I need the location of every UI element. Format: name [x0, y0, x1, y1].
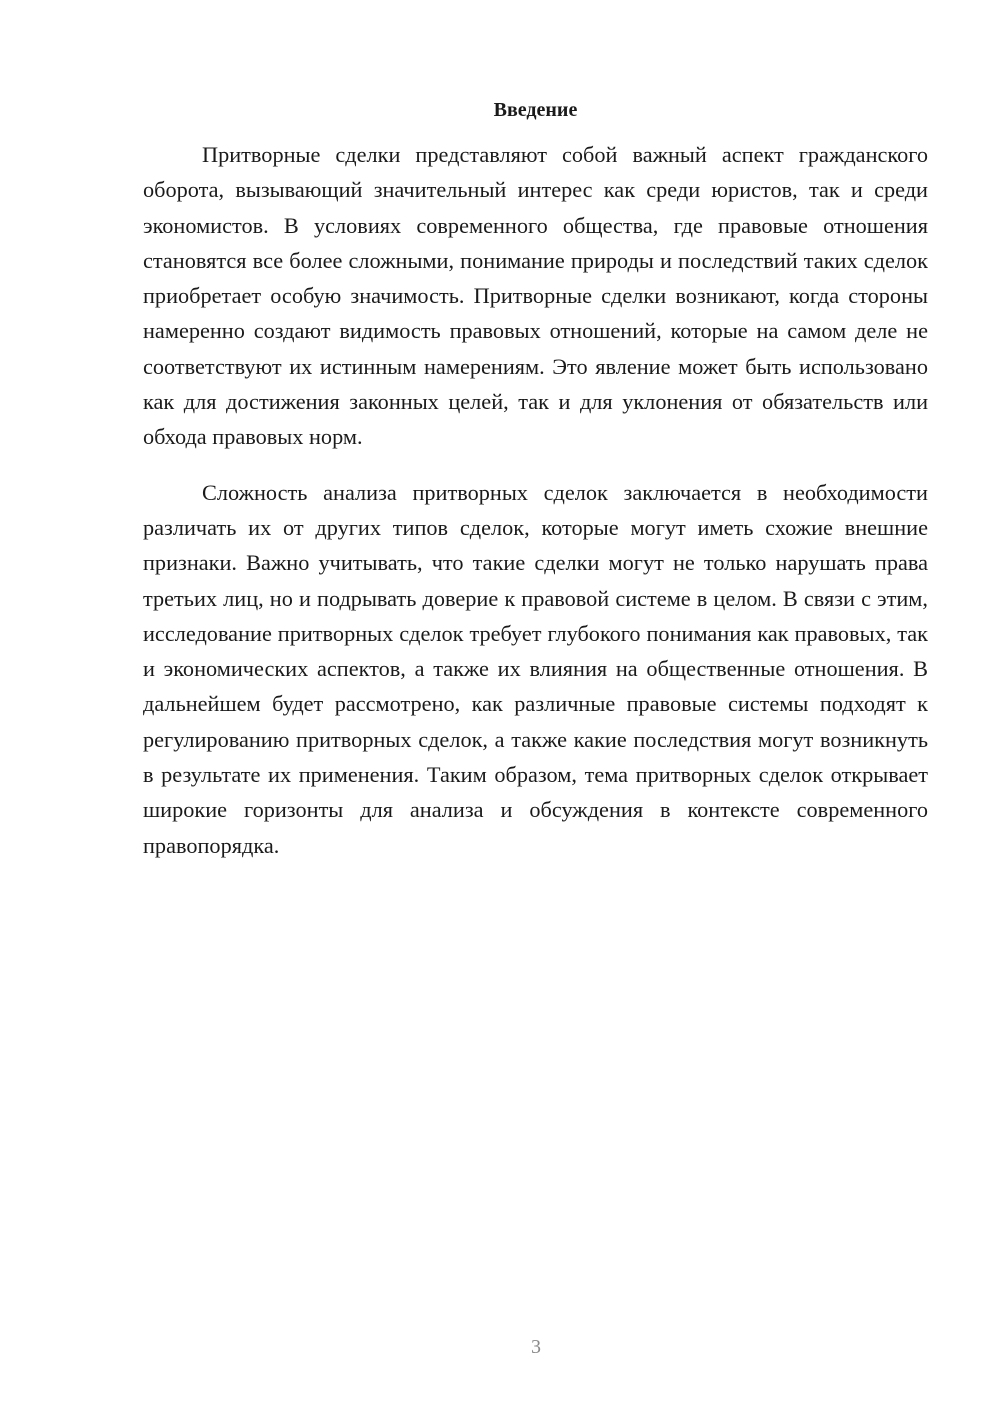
paragraph-1: Притворные сделки представляют собой важный аспект гражданского оборота, вызывающий значительный интерес как среди юристов, так и среди экономистов. В условиях современного общества, где правовые отношения становятся все более сложными, понимание природы и последствий таких сделок приобретает особую значимость. Притворные сделки возникают, когда стороны намеренно создают видимость правовых отношений, которые на самом деле не соответствуют их истинным намерениям. Это явление может быть использовано как для достижения законных целей, так и для уклонения от обязательств или обхода правовых норм.	[143, 142, 928, 450]
page-number: 3	[531, 1336, 541, 1358]
section-title: Введение	[493, 99, 578, 121]
document-body	[143, 96, 928, 863]
paragraph-2: Сложность анализа притворных сделок заключается в необходимости различать их от других типов сделок, которые могут иметь схожие внешние признаки. Важно учитывать, что такие сделки могут не только нарушать права третьих лиц, но и подрывать доверие к правовой системе в целом. В связи с этим, исследование притворных сделок требует глубокого понимания как правовых, так и экономических аспектов, а также их влияния на общественные отношения. В дальнейшем будет рассмотрено, как различные правовые системы подходят к регулированию притворных сделок, а также какие последствия могут возникнуть в результате их применения. Таким образом, тема притворных сделок открывает широкие горизонты для анализа и обсуждения в контексте современного правопорядка.	[143, 479, 928, 858]
